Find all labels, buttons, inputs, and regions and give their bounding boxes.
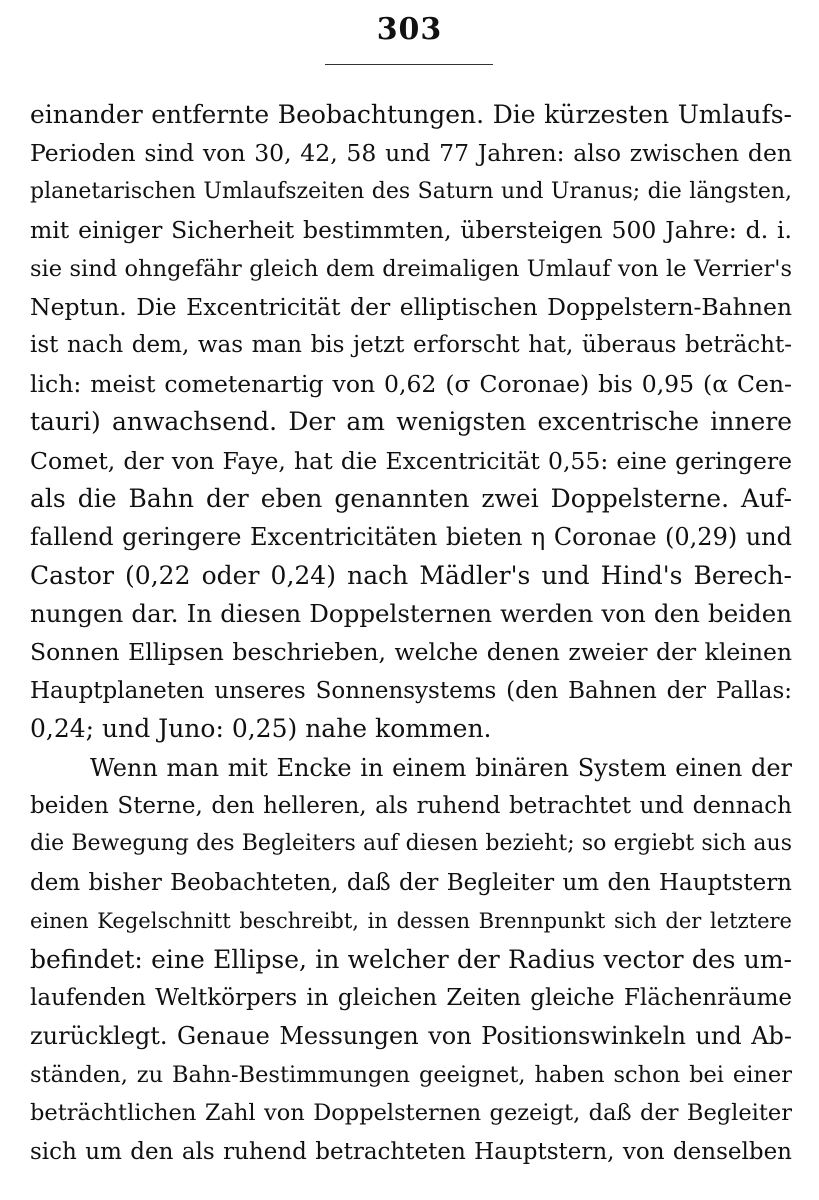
text-line: beiden Sterne, den helleren, als ruhend betrachtet und dennach	[30, 793, 792, 820]
paragraph-start-line: Wenn man mit Encke in einem binären System einen der	[90, 753, 792, 782]
text-line: einen Kegelschnitt beschreibt, in dessen Brennpunkt sich der letztere	[30, 909, 792, 934]
text-line: fallend geringere Excentricitäten bieten η Coronae (0,29) und	[30, 523, 792, 552]
paragraph-end-line: 0,24; und Juno: 0,25) nahe kommen.	[30, 714, 492, 744]
text-line: Castor (0,22 oder 0,24) nach Mädler's und Hind's Berech-	[30, 560, 792, 590]
page-number: 303	[376, 12, 443, 47]
text-line: sie sind ohngefähr gleich dem dreimaligen Umlauf von le Verrier's	[30, 255, 792, 282]
body-text	[30, 96, 792, 1171]
text-line: die Bewegung des Begleiters auf diesen bezieht; so ergiebt sich aus	[30, 831, 792, 857]
text-line: befindet: eine Ellipse, in welcher der Radius vector des um-	[30, 944, 792, 974]
text-line: ständen, zu Bahn-Bestimmungen geeignet, haben schon bei einer	[30, 1061, 792, 1088]
text-line: dem bisher Beobachteten, daß der Begleiter um den Hauptstern	[30, 869, 792, 896]
text-line: laufenden Weltkörpers in gleichen Zeiten gleiche Flächenräume	[30, 984, 792, 1011]
text-line: Perioden sind von 30, 42, 58 und 77 Jahren: also zwischen den	[30, 139, 792, 168]
text-line: mit einiger Sicherheit bestimmten, übersteigen 500 Jahre: d. i.	[30, 216, 792, 245]
text-line: beträchtlichen Zahl von Doppelsternen gezeigt, daß der Begleiter	[30, 1100, 792, 1127]
text-line: als die Bahn der eben genannten zwei Doppelsterne. Auf-	[30, 483, 792, 513]
text-line: nungen dar. In diesen Doppelsternen werden von den beiden	[30, 599, 792, 629]
text-line: einander entfernte Beobachtungen. Die kürzesten Umlaufs-	[30, 100, 792, 129]
text-line: ist nach dem, was man bis jetzt erforscht hat, überaus beträcht-	[30, 332, 792, 359]
text-line: zurücklegt. Genaue Messungen von Positionswinkeln und Ab-	[30, 1022, 792, 1051]
text-line: Neptun. Die Excentricität der elliptischen Doppelstern-Bahnen	[30, 292, 792, 321]
header-rule	[325, 64, 493, 65]
text-line: sich um den als ruhend betrachteten Hauptstern, von denselben	[30, 1138, 792, 1165]
text-line: Comet, der von Faye, hat die Excentricität 0,55: eine geringere	[30, 446, 792, 475]
text-line: lich: meist cometenartig von 0,62 (σ Coronae) bis 0,95 (α Cen-	[30, 369, 792, 398]
text-line: Sonnen Ellipsen beschrieben, welche denen zweier der kleinen	[30, 638, 792, 667]
text-line: planetarischen Umlaufszeiten des Saturn und Uranus; die längsten,	[30, 178, 792, 204]
text-line: Hauptplaneten unseres Sonnensystems (den Bahnen der Pallas:	[30, 677, 792, 704]
text-line: tauri) anwachsend. Der am wenigsten excentrische innere	[30, 407, 792, 437]
